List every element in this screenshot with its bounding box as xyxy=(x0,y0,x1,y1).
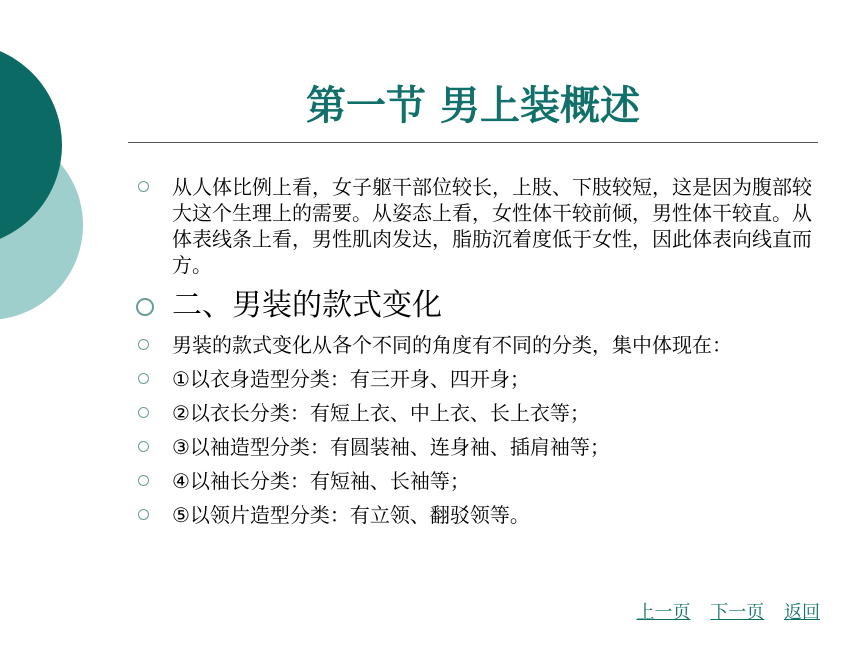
circle-bullet-icon xyxy=(138,509,149,520)
bullet-text: 男装的款式变化从各个不同的角度有不同的分类，集中体现在： xyxy=(172,333,732,357)
circle-bullet-icon xyxy=(138,373,149,384)
bullet-text: ①以衣身造型分类：有三开身、四开身； xyxy=(172,367,530,391)
slide-title: 第一节 男上装概述 xyxy=(306,83,640,129)
next-page-link[interactable]: 下一页 xyxy=(710,602,765,623)
bullet-item-length xyxy=(132,400,812,426)
decorative-circles xyxy=(0,0,120,360)
slide-navigation xyxy=(623,598,820,624)
bullet-text: ③以袖造型分类：有圆装袖、连身袖、插肩袖等； xyxy=(172,435,610,459)
bullet-item-body-proportion xyxy=(132,174,812,278)
back-link[interactable]: 返回 xyxy=(784,602,820,623)
bullet-list xyxy=(132,174,812,536)
prev-page-link[interactable]: 上一页 xyxy=(636,602,691,623)
circle-bullet-icon xyxy=(138,407,149,418)
bullet-item-intro xyxy=(132,332,812,358)
section-heading-style-changes xyxy=(132,286,812,326)
bullet-text: 从人体比例上看，女子躯干部位较长，上肢、下肢较短，这是因为腹部较大这个生理上的需要。从姿态上看，女性体干较前倾，男性体干较直。从体表线条上看，男性肌肉发达，脂肪沉着度低于女性，因此体表向线直而方。 xyxy=(172,175,812,277)
bullet-text: ⑤以领片造型分类：有立领、翻驳领等。 xyxy=(172,503,530,527)
bullet-item-collar xyxy=(132,502,812,528)
circle-bullet-icon xyxy=(138,475,149,486)
bullet-item-body-shape xyxy=(132,366,812,392)
circle-bullet-icon xyxy=(138,181,149,192)
circle-bullet-icon xyxy=(138,339,149,350)
bullet-item-sleeve-length xyxy=(132,468,812,494)
title-divider xyxy=(128,142,818,143)
section-heading-text: 二、男装的款式变化 xyxy=(172,288,442,323)
bullet-text: ②以衣长分类：有短上衣、中上衣、长上衣等； xyxy=(172,401,590,425)
bullet-item-sleeve-shape xyxy=(132,434,812,460)
circle-bullet-icon xyxy=(138,441,149,452)
circle-bullet-icon xyxy=(136,298,154,316)
bullet-text: ④以袖长分类：有短袖、长袖等； xyxy=(172,469,470,493)
